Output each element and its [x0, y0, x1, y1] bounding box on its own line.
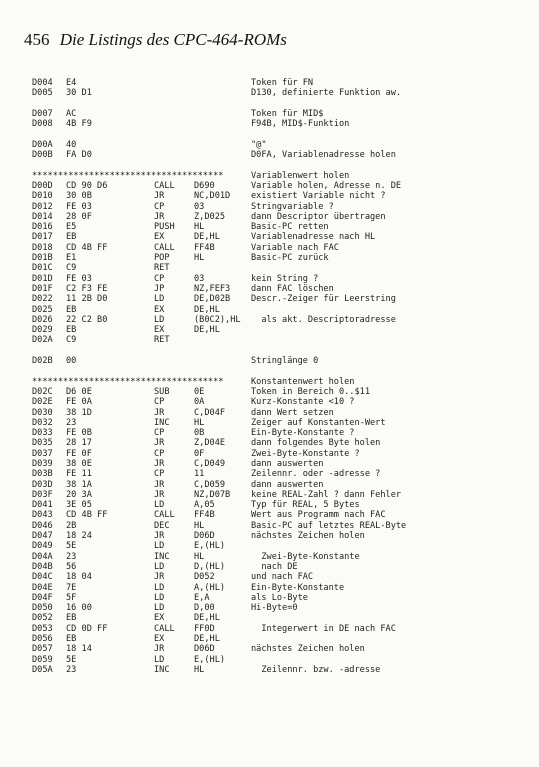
line-comment: nächstes Zeichen holen: [251, 644, 365, 655]
listing-line: [32, 88, 522, 98]
line-address: D053: [32, 623, 53, 634]
line-bytes: CD 4B FF: [66, 242, 108, 253]
line-mnemonic: CP: [154, 201, 165, 212]
line-bytes: FA D0: [66, 150, 92, 161]
listing-line: [32, 305, 522, 315]
listing-line: [32, 232, 522, 242]
line-mnemonic: CP: [154, 448, 165, 459]
line-operand: D,(HL): [194, 561, 226, 572]
line-mnemonic: EX: [154, 232, 165, 243]
line-comment: Integerwert in DE nach FAC: [251, 623, 396, 634]
line-operand: 03: [194, 273, 205, 284]
line-bytes: C9: [66, 263, 77, 274]
listing-line: [32, 78, 522, 88]
line-bytes: FE 03: [66, 201, 92, 212]
line-operand: HL: [194, 417, 205, 428]
line-address: D043: [32, 510, 53, 521]
listing-line: [32, 428, 522, 438]
line-comment: Zeilennr. oder -adresse ?: [251, 469, 381, 480]
line-comment: D0FA, Variablenadresse holen: [251, 150, 396, 161]
line-comment: Variablenadresse nach HL: [251, 232, 376, 243]
listing-line: [32, 243, 522, 253]
section-header-line: [32, 171, 522, 181]
line-operand: E,(HL): [194, 654, 226, 665]
listing-line: [32, 531, 522, 541]
line-mnemonic: EX: [154, 634, 165, 645]
listing-line: [32, 449, 522, 459]
separator-stars: *************************************: [32, 376, 224, 387]
assembly-listing: [32, 78, 522, 675]
listing-line: [32, 438, 522, 448]
listing-line: [32, 150, 522, 160]
line-operand: D06D: [194, 644, 215, 655]
line-address: D025: [32, 304, 53, 315]
line-bytes: FE 03: [66, 273, 92, 284]
line-operand: D052: [194, 572, 215, 583]
listing-line: [32, 335, 522, 345]
line-bytes: 38 1A: [66, 479, 92, 490]
line-operand: HL: [194, 222, 205, 233]
line-bytes: 28 0F: [66, 211, 92, 222]
line-comment: als akt. Descriptoradresse: [251, 314, 396, 325]
line-comment: D130, definierte Funktion aw.: [251, 88, 402, 99]
line-address: D059: [32, 654, 53, 665]
line-bytes: 22 C2 B0: [66, 314, 108, 325]
line-address: D057: [32, 644, 53, 655]
line-address: D02B: [32, 356, 53, 367]
line-mnemonic: INC: [154, 551, 170, 562]
line-address: D014: [32, 211, 53, 222]
line-mnemonic: JR: [154, 572, 165, 583]
line-address: D007: [32, 108, 53, 119]
line-address: D005: [32, 88, 53, 99]
line-comment: dann auswerten: [251, 479, 324, 490]
line-mnemonic: LD: [154, 294, 165, 305]
line-mnemonic: EX: [154, 325, 165, 336]
line-bytes: E5: [66, 222, 77, 233]
line-address: D03F: [32, 489, 53, 500]
line-comment: Stringvariable ?: [251, 201, 334, 212]
line-address: D050: [32, 603, 53, 614]
line-bytes: D6 0E: [66, 386, 92, 397]
listing-line: [32, 191, 522, 201]
line-comment: als Lo-Byte: [251, 592, 308, 603]
listing-line: [32, 387, 522, 397]
line-comment: Basic-PC retten: [251, 222, 329, 233]
line-comment: Ein-Byte-Konstante: [251, 582, 345, 593]
blank-line: [32, 346, 522, 356]
line-mnemonic: LD: [154, 561, 165, 572]
line-mnemonic: RET: [154, 335, 170, 346]
line-address: D03B: [32, 469, 53, 480]
line-address: D04B: [32, 561, 53, 572]
line-comment: Stringlänge 0: [251, 356, 319, 367]
line-operand: DE,HL: [194, 325, 220, 336]
line-address: D032: [32, 417, 53, 428]
listing-line: [32, 655, 522, 665]
line-comment: F94B, MID$-Funktion: [251, 119, 350, 130]
listing-line: [32, 181, 522, 191]
listing-line: [32, 500, 522, 510]
line-address: D012: [32, 201, 53, 212]
line-comment: dann auswerten: [251, 458, 324, 469]
line-comment: und nach FAC: [251, 572, 314, 583]
line-comment: Typ für REAL, 5 Bytes: [251, 500, 360, 511]
blank-line: [32, 366, 522, 376]
line-address: D00A: [32, 139, 53, 150]
line-comment: Zeiger auf Konstanten-Wert: [251, 417, 386, 428]
line-comment: dann FAC löschen: [251, 283, 334, 294]
line-address: D049: [32, 541, 53, 552]
line-operand: DE,HL: [194, 634, 220, 645]
line-operand: D06D: [194, 531, 215, 542]
line-comment: existiert Variable nicht ?: [251, 191, 386, 202]
line-operand: HL: [194, 253, 205, 264]
line-address: D030: [32, 407, 53, 418]
listing-line: [32, 583, 522, 593]
line-operand: 11: [194, 469, 205, 480]
line-operand: (B0C2),HL: [194, 314, 241, 325]
line-bytes: 23: [66, 664, 77, 675]
listing-line: [32, 521, 522, 531]
line-bytes: EB: [66, 232, 77, 243]
listing-line: [32, 510, 522, 520]
listing-line: [32, 490, 522, 500]
line-address: D04E: [32, 582, 53, 593]
line-operand: DE,HL: [194, 232, 220, 243]
line-mnemonic: JR: [154, 191, 165, 202]
line-bytes: CD 0D FF: [66, 623, 108, 634]
line-mnemonic: CP: [154, 469, 165, 480]
line-bytes: 18 04: [66, 572, 92, 583]
line-bytes: 28 17: [66, 438, 92, 449]
listing-line: [32, 222, 522, 232]
line-operand: NC,D01D: [194, 191, 231, 202]
line-bytes: 20 3A: [66, 489, 92, 500]
line-comment: Hi-Byte=0: [251, 603, 298, 614]
line-address: D017: [32, 232, 53, 243]
line-bytes: 23: [66, 417, 77, 428]
line-bytes: C9: [66, 335, 77, 346]
line-bytes: 5E: [66, 541, 77, 552]
line-bytes: EB: [66, 325, 77, 336]
listing-line: [32, 274, 522, 284]
line-operand: D690: [194, 180, 215, 191]
section-header-line: [32, 377, 522, 387]
line-operand: FF4B: [194, 242, 215, 253]
page-header: [24, 30, 287, 50]
line-address: D037: [32, 448, 53, 459]
line-operand: C,D049: [194, 458, 226, 469]
line-mnemonic: JR: [154, 479, 165, 490]
line-operand: Z,D04E: [194, 438, 226, 449]
line-mnemonic: JR: [154, 458, 165, 469]
line-address: D052: [32, 613, 53, 624]
line-comment: dann Descriptor übertragen: [251, 211, 386, 222]
line-address: D01C: [32, 263, 53, 274]
line-comment: Zeilennr. bzw. -adresse: [251, 664, 381, 675]
line-address: D01F: [32, 283, 53, 294]
listing-line: [32, 284, 522, 294]
line-operand: HL: [194, 520, 205, 531]
line-comment: Descr.-Zeiger für Leerstring: [251, 294, 396, 305]
line-comment: dann Wert setzen: [251, 407, 334, 418]
line-comment: Basic-PC auf letztes REAL-Byte: [251, 520, 407, 531]
separator-stars: *************************************: [32, 170, 224, 181]
line-bytes: 2B: [66, 520, 77, 531]
line-address: D00D: [32, 180, 53, 191]
section-title: Variablenwert holen: [251, 170, 350, 181]
line-address: D01B: [32, 253, 53, 264]
line-mnemonic: LD: [154, 500, 165, 511]
page-title: Die Listings des CPC-464-ROMs: [59, 30, 287, 49]
line-mnemonic: SUB: [154, 386, 170, 397]
line-mnemonic: EX: [154, 304, 165, 315]
line-operand: C,D059: [194, 479, 226, 490]
line-bytes: 56: [66, 561, 77, 572]
line-operand: 03: [194, 201, 205, 212]
line-bytes: 5E: [66, 654, 77, 665]
line-mnemonic: LD: [154, 654, 165, 665]
line-operand: D,00: [194, 603, 215, 614]
line-address: D01D: [32, 273, 53, 284]
line-bytes: FE 0B: [66, 428, 92, 439]
listing-line: [32, 418, 522, 428]
line-mnemonic: POP: [154, 253, 170, 264]
line-bytes: EB: [66, 634, 77, 645]
listing-line: [32, 202, 522, 212]
listing-line: [32, 644, 522, 654]
line-address: D047: [32, 531, 53, 542]
line-comment: Variable holen, Adresse n. DE: [251, 180, 402, 191]
line-mnemonic: LD: [154, 314, 165, 325]
line-comment: kein String ?: [251, 273, 319, 284]
line-comment: dann folgendes Byte holen: [251, 438, 381, 449]
line-bytes: 18 14: [66, 644, 92, 655]
line-operand: FF0D: [194, 623, 215, 634]
line-address: D026: [32, 314, 53, 325]
line-mnemonic: INC: [154, 664, 170, 675]
line-mnemonic: LD: [154, 582, 165, 593]
line-operand: 0B: [194, 428, 205, 439]
line-address: D04F: [32, 592, 53, 603]
line-operand: FF4B: [194, 510, 215, 521]
line-comment: Zwei-Byte-Konstante: [251, 551, 360, 562]
line-operand: DE,HL: [194, 304, 220, 315]
listing-line: [32, 593, 522, 603]
line-operand: C,D04F: [194, 407, 226, 418]
line-address: D05A: [32, 664, 53, 675]
line-address: D03D: [32, 479, 53, 490]
line-address: D046: [32, 520, 53, 531]
line-operand: E,A: [194, 592, 210, 603]
line-mnemonic: LD: [154, 603, 165, 614]
line-address: D018: [32, 242, 53, 253]
line-comment: nächstes Zeichen holen: [251, 531, 365, 542]
line-bytes: 11 2B D0: [66, 294, 108, 305]
line-bytes: CD 4B FF: [66, 510, 108, 521]
listing-line: [32, 469, 522, 479]
line-address: D00B: [32, 150, 53, 161]
line-address: D029: [32, 325, 53, 336]
line-address: D033: [32, 428, 53, 439]
listing-line: [32, 480, 522, 490]
line-bytes: 5F: [66, 592, 77, 603]
line-comment: keine REAL-Zahl ? dann Fehler: [251, 489, 402, 500]
listing-line: [32, 613, 522, 623]
line-comment: nach DE: [251, 561, 298, 572]
line-comment: Ein-Byte-Konstante ?: [251, 428, 355, 439]
line-mnemonic: LD: [154, 541, 165, 552]
listing-line: [32, 562, 522, 572]
line-operand: NZ,FEF3: [194, 283, 231, 294]
line-mnemonic: JR: [154, 644, 165, 655]
line-operand: HL: [194, 664, 205, 675]
line-bytes: 38 1D: [66, 407, 92, 418]
line-mnemonic: PUSH: [154, 222, 175, 233]
line-bytes: 40: [66, 139, 77, 150]
listing-line: [32, 572, 522, 582]
listing-line: [32, 294, 522, 304]
line-bytes: 23: [66, 551, 77, 562]
line-operand: Z,D025: [194, 211, 226, 222]
line-address: D041: [32, 500, 53, 511]
listing-line: [32, 665, 522, 675]
line-bytes: CD 90 D6: [66, 180, 108, 191]
line-bytes: 7E: [66, 582, 77, 593]
line-mnemonic: RET: [154, 263, 170, 274]
line-address: D04C: [32, 572, 53, 583]
line-bytes: E1: [66, 253, 77, 264]
listing-line: [32, 325, 522, 335]
listing-line: [32, 459, 522, 469]
line-bytes: FE 11: [66, 469, 92, 480]
blank-line: [32, 129, 522, 139]
line-comment: Token für MID$: [251, 108, 324, 119]
line-bytes: 4B F9: [66, 119, 92, 130]
blank-line: [32, 99, 522, 109]
line-bytes: FE 0A: [66, 397, 92, 408]
line-mnemonic: DEC: [154, 520, 170, 531]
line-address: D02E: [32, 397, 53, 408]
line-address: D035: [32, 438, 53, 449]
line-comment: Token in Bereich 0..$11: [251, 386, 370, 397]
line-comment: Kurz-Konstante <10 ?: [251, 397, 355, 408]
line-bytes: C2 F3 FE: [66, 283, 108, 294]
listing-line: [32, 634, 522, 644]
line-address: D02C: [32, 386, 53, 397]
line-operand: HL: [194, 551, 205, 562]
line-address: D02A: [32, 335, 53, 346]
listing-line: [32, 109, 522, 119]
line-mnemonic: JR: [154, 211, 165, 222]
line-address: D004: [32, 78, 53, 88]
listing-line: [32, 253, 522, 263]
line-mnemonic: CP: [154, 397, 165, 408]
line-comment: Zwei-Byte-Konstante ?: [251, 448, 360, 459]
line-bytes: EB: [66, 613, 77, 624]
listing-line: [32, 263, 522, 273]
line-operand: DE,HL: [194, 613, 220, 624]
line-bytes: 00: [66, 356, 77, 367]
line-bytes: EB: [66, 304, 77, 315]
line-mnemonic: EX: [154, 613, 165, 624]
line-comment: Wert aus Programm nach FAC: [251, 510, 386, 521]
listing-line: [32, 356, 522, 366]
line-mnemonic: JP: [154, 283, 165, 294]
line-operand: 0F: [194, 448, 205, 459]
line-operand: A,05: [194, 500, 215, 511]
line-address: D010: [32, 191, 53, 202]
listing-line: [32, 315, 522, 325]
line-mnemonic: JR: [154, 438, 165, 449]
line-comment: Token für FN: [251, 78, 314, 88]
line-operand: E,(HL): [194, 541, 226, 552]
line-mnemonic: CALL: [154, 623, 175, 634]
line-bytes: 38 0E: [66, 458, 92, 469]
line-bytes: FE 0F: [66, 448, 92, 459]
line-address: D056: [32, 634, 53, 645]
blank-line: [32, 160, 522, 170]
line-mnemonic: CP: [154, 428, 165, 439]
line-operand: NZ,D07B: [194, 489, 231, 500]
listing-line: [32, 552, 522, 562]
line-mnemonic: JR: [154, 489, 165, 500]
line-operand: DE,D02B: [194, 294, 231, 305]
line-mnemonic: JR: [154, 531, 165, 542]
line-mnemonic: JR: [154, 407, 165, 418]
line-bytes: 18 24: [66, 531, 92, 542]
page-number: 456: [24, 30, 50, 49]
line-bytes: 16 00: [66, 603, 92, 614]
listing-line: [32, 140, 522, 150]
line-mnemonic: CALL: [154, 510, 175, 521]
line-mnemonic: CALL: [154, 180, 175, 191]
line-mnemonic: INC: [154, 417, 170, 428]
line-operand: 0E: [194, 386, 205, 397]
line-mnemonic: CP: [154, 273, 165, 284]
listing-line: [32, 624, 522, 634]
listing-line: [32, 408, 522, 418]
line-bytes: 30 0B: [66, 191, 92, 202]
line-address: D008: [32, 119, 53, 130]
listing-line: [32, 212, 522, 222]
line-address: D022: [32, 294, 53, 305]
listing-line: [32, 603, 522, 613]
line-comment: "@": [251, 139, 267, 150]
line-bytes: E4: [66, 78, 77, 88]
line-mnemonic: CALL: [154, 242, 175, 253]
line-comment: Basic-PC zurück: [251, 253, 329, 264]
line-operand: A,(HL): [194, 582, 226, 593]
listing-line: [32, 397, 522, 407]
line-bytes: AC: [66, 108, 77, 119]
listing-line: [32, 541, 522, 551]
line-address: D04A: [32, 551, 53, 562]
line-bytes: 30 D1: [66, 88, 92, 99]
line-bytes: 3E 05: [66, 500, 92, 511]
line-operand: 0A: [194, 397, 205, 408]
line-address: D039: [32, 458, 53, 469]
section-title: Konstantenwert holen: [251, 376, 355, 387]
line-comment: Variable nach FAC: [251, 242, 339, 253]
line-mnemonic: LD: [154, 592, 165, 603]
listing-line: [32, 119, 522, 129]
line-address: D016: [32, 222, 53, 233]
